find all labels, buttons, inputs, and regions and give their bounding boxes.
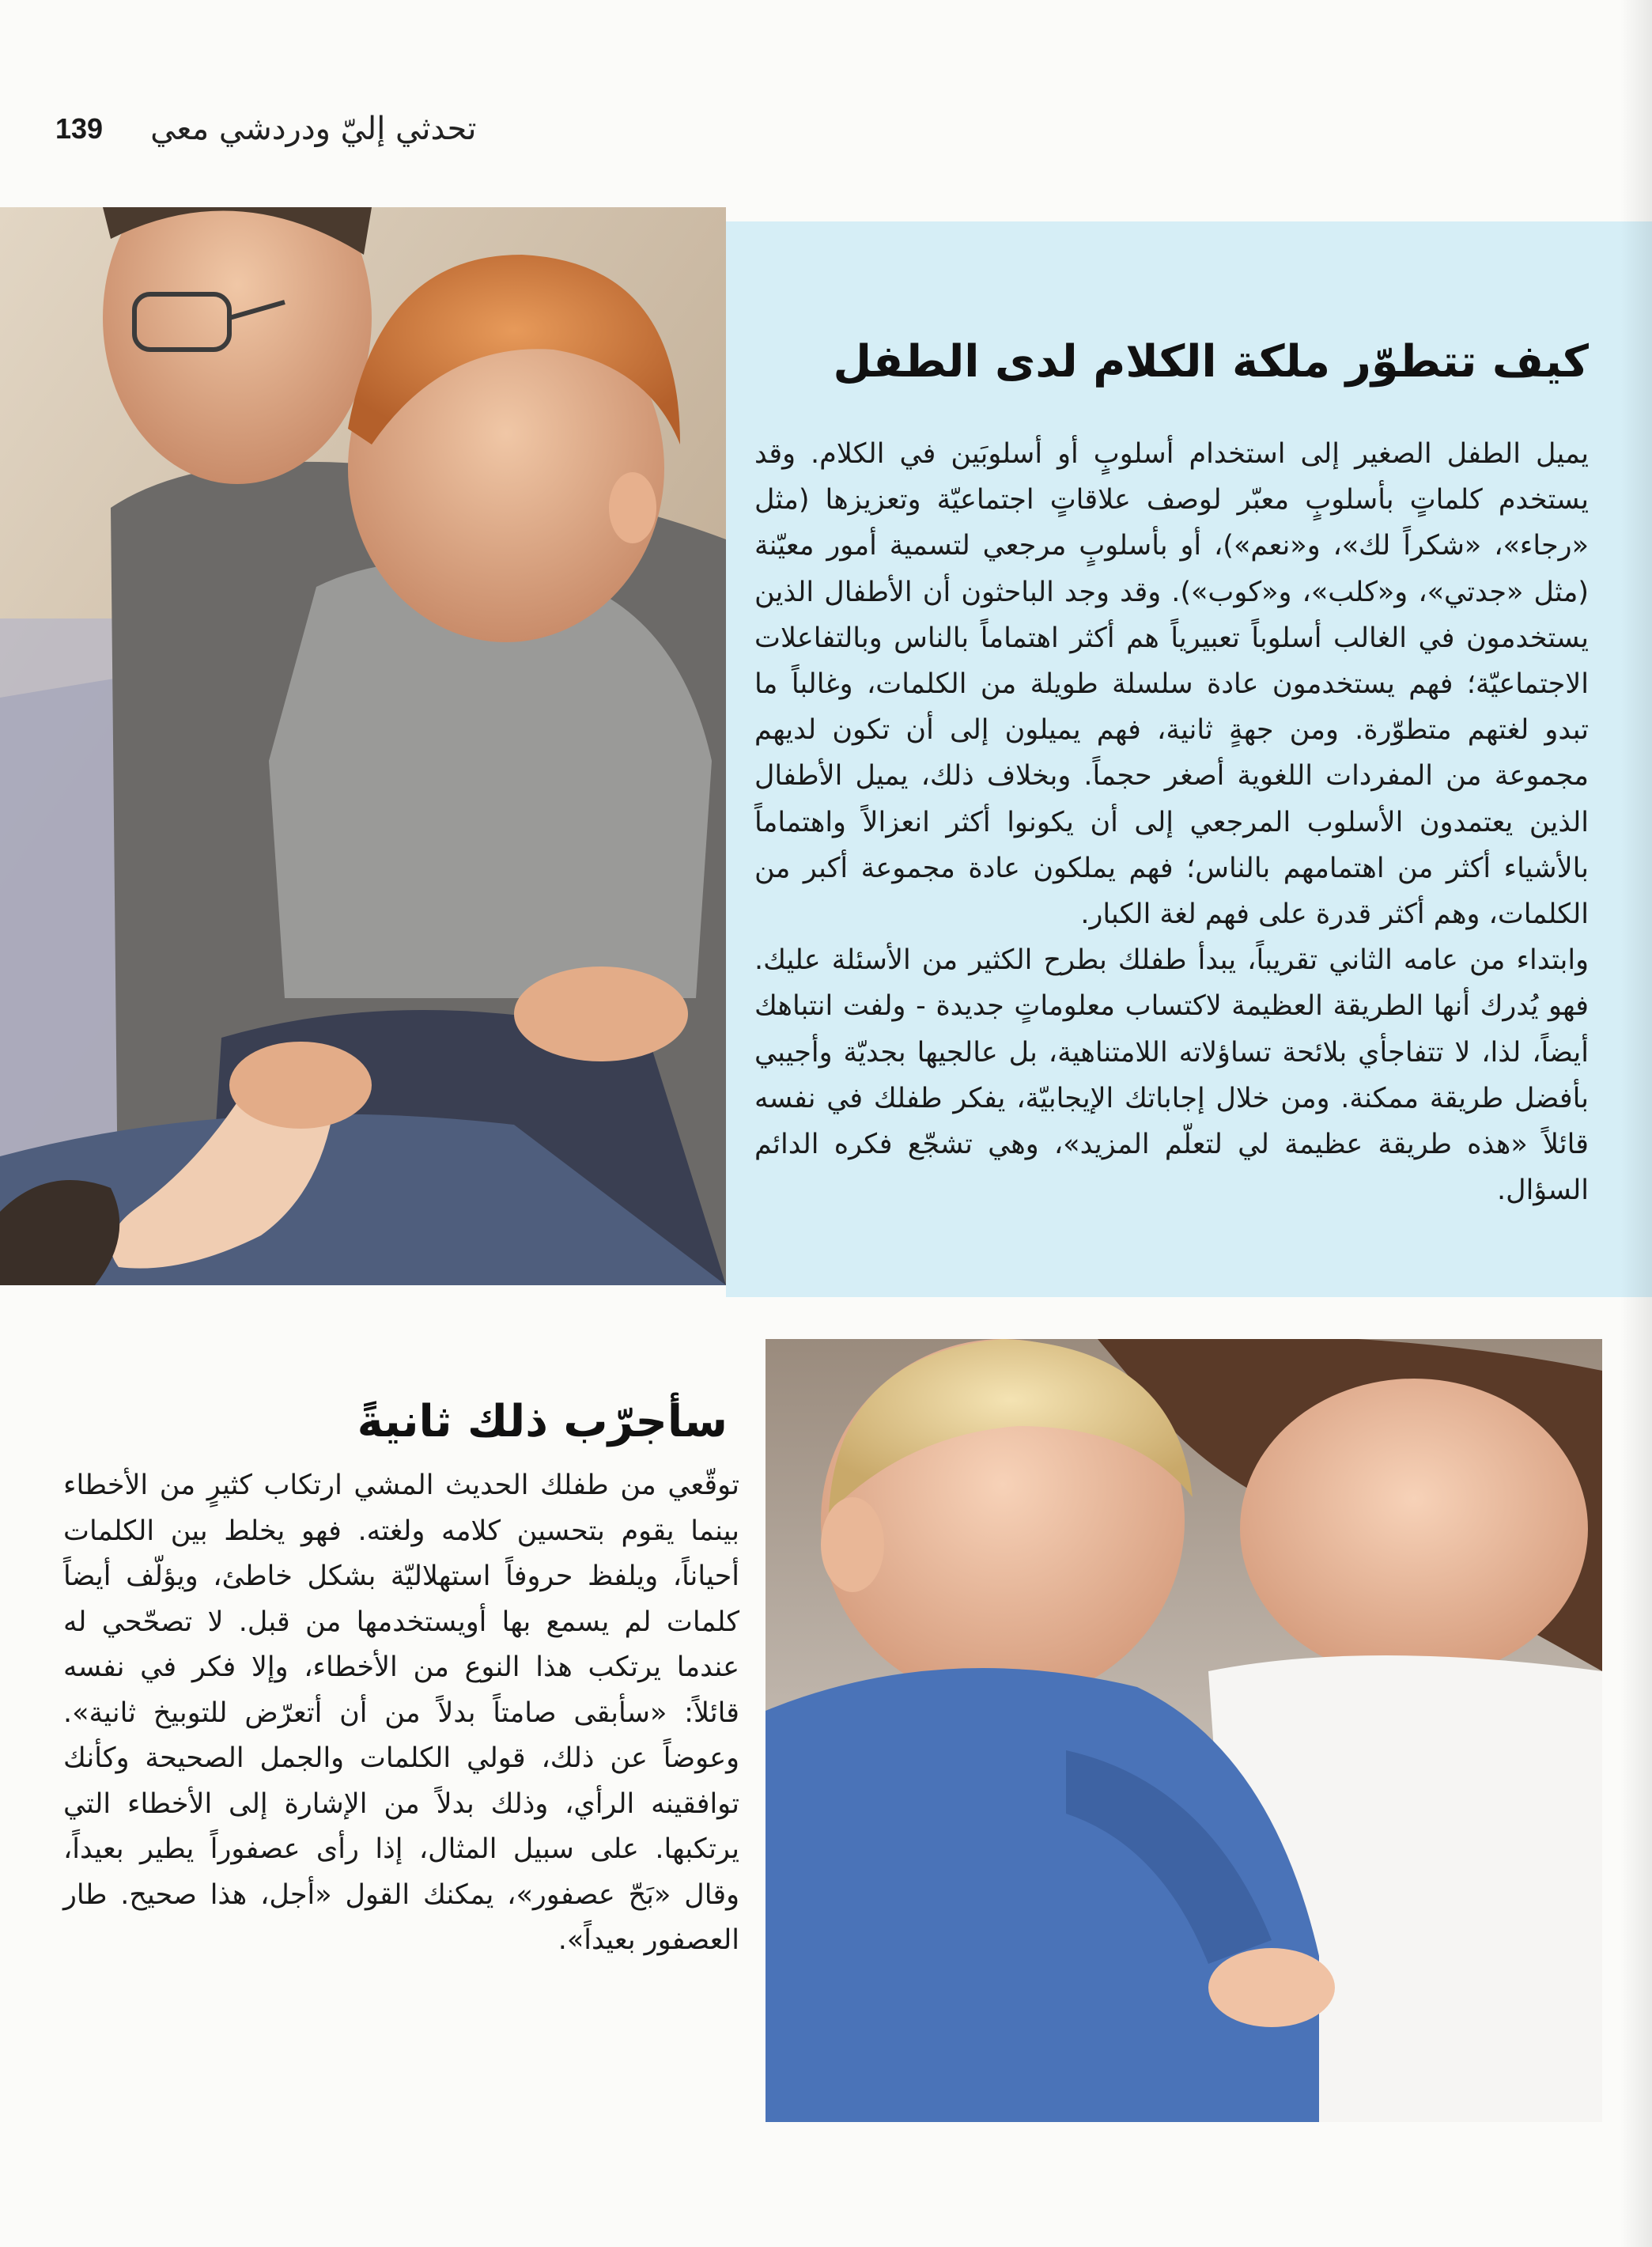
photo-father-and-child-illustration — [0, 207, 726, 1285]
page-number: 139 — [55, 112, 104, 145]
aside-heading: سأجرّب ذلك ثانيةً — [357, 1396, 728, 1447]
photo-father-and-child — [0, 207, 726, 1285]
page-gutter-shadow — [1620, 0, 1652, 2247]
article-paragraph-2: وابتداء من عامه الثاني تقريباً، يبدأ طفلك بطرح الكثير من الأسئلة عليك. فهو يُدرك أنها الطريقة العظيمة لاكتساب معلوماتٍ جديدة - ولفت انتباهك أيضاً، لذا، لا تتفاجأي بلائحة تساؤلاته اللامتناهية، بل عالجيها بجديّة وأجيبي بأفضل طريقة ممكنة. ومن خلال إجاباتك الإيجابيّة، يفكر طفلك في نفسه قائلاً «هذه طريقة عظيمة لي لتعلّم المزيد»، وهي تشجّع فكره الدائم السؤال. — [754, 944, 1589, 1207]
photo-mother-and-child — [766, 1339, 1602, 2122]
page-header — [55, 101, 593, 157]
running-title: تحدثي إليّ ودردشي معي — [150, 111, 477, 147]
article-body — [754, 431, 1589, 1213]
aside-body: توقّعي من طفلك الحديث المشي ارتكاب كثيرٍ من الأخطاء بينما يقوم بتحسين كلامه ولغته. فهو يخلط بين الكلمات أحياناً، ويلفظ حروفاً استهلاليّة بشكل خاطئ، ويؤلّف أيضاً كلمات لم يسمع بها أويستخدمها من قبل. لا تصحّحي له عندما يرتكب هذا النوع من الأخطاء، وإلا فكر في نفسه قائلاً: «سأبقى صامتاً بدلاً من أن أتعرّض للتوبيخ ثانية». وعوضاً عن ذلك، قولي الكلمات والجمل الصحيحة وكأنك توافقينه الرأي، وذلك بدلاً من الإشارة إلى الأخطاء التي يرتكبها. على سبيل المثال، إذا رأى عصفوراً يطير بعيداً، وقال «بَحّ عصفور»، يمكنك القول «أجل، هذا صحيح. طار العصفور بعيداً». — [63, 1470, 739, 1956]
photo-mother-and-child-illustration — [766, 1339, 1602, 2122]
article-paragraph-1: يميل الطفل الصغير إلى استخدام أسلوبٍ أو أسلوبَين في الكلام. وقد يستخدم كلماتٍ بأسلوبٍ معبّر لوصف علاقاتٍ اجتماعيّة وتعزيزها (مثل «رجاء»، «شكراً لك»، و«نعم»)، أو بأسلوبٍ مرجعي لتسمية أمور معيّنة (مثل «جدتي»، و«كلب»، و«كوب»). وقد وجد الباحثون أن الأطفال الذين يستخدمون في الغالب أسلوباً تعبيرياً هم أكثر اهتماماً بالناس وبالتفاعلات الاجتماعيّة؛ فهم يستخدمون عادة سلسلة طويلة من الكلمات، وغالباً ما تبدو لغتهم متطوّرة. ومن جهةٍ ثانية، فهم يميلون إلى أن تكون لديهم مجموعة من المفردات اللغوية أصغر حجماً. وبخلاف ذلك، يميل الأطفال الذين يعتمدون الأسلوب المرجعي إلى أن يكونوا أكثر انعزالاً واهتماماً بالأشياء أكثر من اهتمامهم بالناس؛ فهم يملكون عادة مجموعة أكبر من الكلمات، وهم أكثر قدرة على فهم لغة الكبار. — [754, 438, 1589, 931]
article-heading: كيف تتطوّر ملكة الكلام لدى الطفل — [833, 336, 1589, 388]
